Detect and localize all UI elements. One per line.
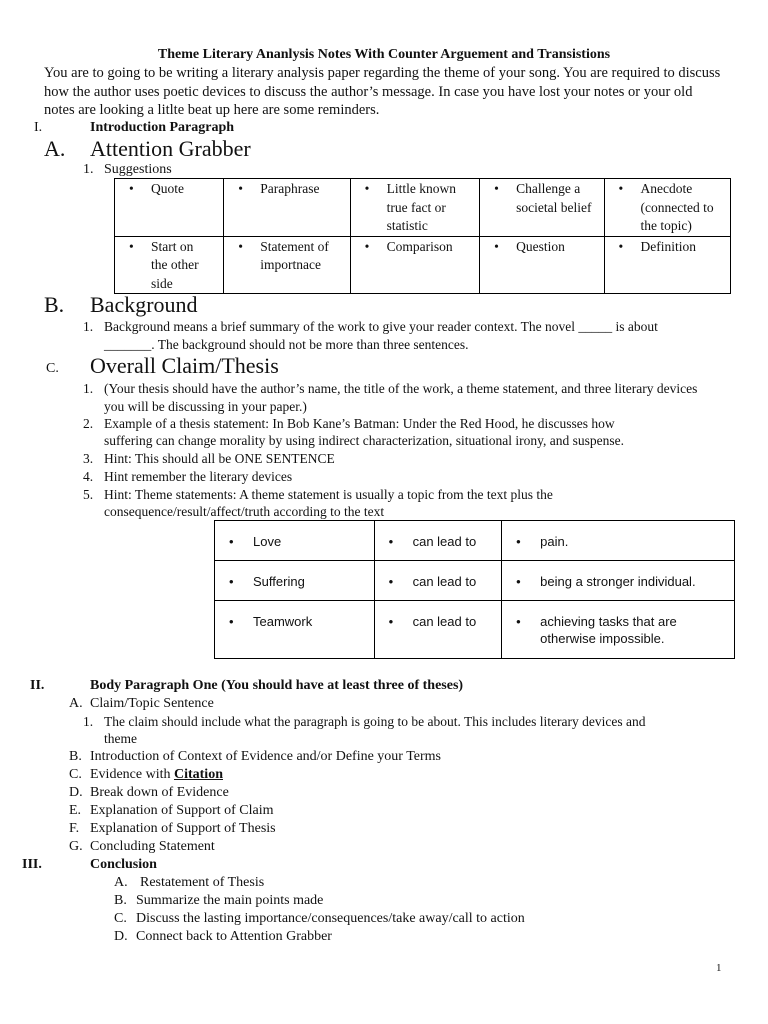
suggestion-cell: • Quote bbox=[115, 179, 224, 237]
conclusion-item-text: Restatement of Thesis bbox=[140, 875, 265, 890]
body-item-letter: F. bbox=[69, 821, 80, 836]
conclusion-item-letter: C. bbox=[114, 911, 127, 926]
thesis-item-number: 1. bbox=[83, 381, 94, 396]
conclusion-item-letter: A. bbox=[114, 875, 128, 890]
body-item-letter: C. bbox=[69, 767, 82, 782]
theme-link-cell: • can lead to bbox=[374, 601, 502, 659]
thesis-item-text: Example of a thesis statement: In Bob Kane’s Batman: Under the Red Hood, he discusses how bbox=[104, 416, 615, 431]
body-item-letter: D. bbox=[69, 785, 83, 800]
conclusion-item-letter: D. bbox=[114, 929, 128, 944]
section-2-heading: Body Paragraph One (You should have at least three of theses) bbox=[90, 678, 464, 693]
suggestions-number: 1. bbox=[83, 162, 94, 177]
body-subitem-text: The claim should include what the paragraph is going to be about. This includes literary devices and bbox=[104, 714, 646, 729]
theme-result-cell: • achieving tasks that are otherwise impossible. bbox=[502, 601, 735, 659]
background-item-number: 1. bbox=[83, 319, 94, 334]
document-title: Theme Literary Ananlysis Notes With Counter Arguement and Transistions bbox=[157, 47, 611, 62]
suggestion-cell: • Paraphrase bbox=[224, 179, 350, 237]
suggestion-cell: • Comparison bbox=[350, 236, 479, 294]
conclusion-item-text: Connect back to Attention Grabber bbox=[136, 929, 332, 944]
thesis-item-text: (Your thesis should have the author’s name, the title of the work, a theme statement, and three literary devices bbox=[104, 381, 698, 396]
conclusion-item-text: Discuss the lasting importance/consequences/take away/call to action bbox=[136, 911, 525, 926]
body-item-letter: G. bbox=[69, 839, 83, 854]
section-2-numeral: II. bbox=[30, 678, 45, 693]
theme-result-cell: • pain. bbox=[502, 521, 735, 561]
theme-topic-cell: • Teamwork bbox=[215, 601, 375, 659]
body-item-text: Claim/Topic Sentence bbox=[90, 696, 214, 711]
thesis-item-text: consequence/result/affect/truth according to the text bbox=[104, 504, 385, 519]
thesis-heading: Overall Claim/Thesis bbox=[90, 353, 279, 378]
body-subitem-text: theme bbox=[104, 731, 137, 746]
theme-statement-table bbox=[214, 520, 735, 659]
suggestion-cell: • Start on the other side bbox=[115, 236, 224, 294]
thesis-item-number: 5. bbox=[83, 487, 94, 502]
suggestion-cell: • Challenge a societal belief bbox=[480, 179, 604, 237]
theme-topic-cell: • Suffering bbox=[215, 561, 375, 601]
section-1-numeral: I. bbox=[34, 120, 43, 135]
background-heading: Background bbox=[90, 292, 198, 317]
body-item-text: Explanation of Support of Thesis bbox=[90, 821, 276, 836]
thesis-item-number: 3. bbox=[83, 451, 94, 466]
section-1-heading: Introduction Paragraph bbox=[90, 120, 235, 135]
suggestion-cell: • Statement of importnace bbox=[224, 236, 350, 294]
thesis-item-number: 2. bbox=[83, 416, 94, 431]
theme-topic-cell: • Love bbox=[215, 521, 375, 561]
body-item-text: Break down of Evidence bbox=[90, 785, 229, 800]
suggestion-cell-struck: • Definition bbox=[604, 236, 730, 294]
thesis-item-number: 4. bbox=[83, 469, 94, 484]
attention-grabber-heading: Attention Grabber bbox=[90, 136, 251, 161]
citation-emphasis: Citation bbox=[173, 767, 223, 782]
subsection-c-letter: C. bbox=[46, 361, 59, 376]
intro-paragraph: You are to going to be writing a literary analysis paper regarding the theme of your song. You are required to discuss how the author uses poetic devices to discuss the author’s message. In case you have lost your notes or your old notes are looking a litlte beat up here are some reminders. bbox=[44, 65, 721, 118]
suggestion-cell: • Little known true fact or statistic bbox=[350, 179, 479, 237]
thesis-item-text: Hint: Theme statements: A theme statement is usually a topic from the text plus the bbox=[104, 487, 553, 502]
suggestions-label: Suggestions bbox=[104, 162, 172, 177]
subsection-b-letter: B. bbox=[44, 292, 65, 317]
conclusion-item-text: Summarize the main points made bbox=[136, 893, 324, 908]
conclusion-item-letter: B. bbox=[114, 893, 127, 908]
suggestions-table bbox=[114, 178, 731, 294]
body-item-text: Explanation of Support of Claim bbox=[90, 803, 274, 818]
body-item-letter: E. bbox=[69, 803, 82, 818]
subsection-a-letter: A. bbox=[44, 136, 66, 161]
theme-link-cell: • can lead to bbox=[374, 561, 502, 601]
section-3-numeral: III. bbox=[22, 857, 42, 872]
suggestion-cell: • Anecdote (connected to the topic) bbox=[604, 179, 730, 237]
thesis-item-text: suffering can change morality by using indirect characterization, situational irony, and suspense. bbox=[104, 433, 624, 448]
section-3-heading: Conclusion bbox=[90, 857, 157, 872]
body-item-letter: B. bbox=[69, 749, 82, 764]
thesis-item-text: Hint remember the literary devices bbox=[104, 469, 293, 484]
suggestion-cell-struck: • Question bbox=[480, 236, 604, 294]
theme-link-cell: • can lead to bbox=[374, 521, 502, 561]
body-item-letter: A. bbox=[69, 696, 83, 711]
theme-result-cell: • being a stronger individual. bbox=[502, 561, 735, 601]
background-line-1: Background means a brief summary of the work to give your reader context. The novel _____ is about bbox=[104, 319, 658, 334]
thesis-item-text: you will be discussing in your paper.) bbox=[104, 399, 307, 414]
body-item-text: Concluding Statement bbox=[90, 839, 215, 854]
page-number: 1 bbox=[716, 962, 722, 974]
body-item-text: Evidence with Citation bbox=[90, 767, 223, 782]
body-subitem-number: 1. bbox=[83, 714, 94, 729]
background-line-2: _______. The background should not be more than three sentences. bbox=[104, 337, 469, 352]
thesis-item-text: Hint: This should all be ONE SENTENCE bbox=[104, 451, 335, 466]
body-item-text: Introduction of Context of Evidence and/or Define your Terms bbox=[90, 749, 441, 764]
